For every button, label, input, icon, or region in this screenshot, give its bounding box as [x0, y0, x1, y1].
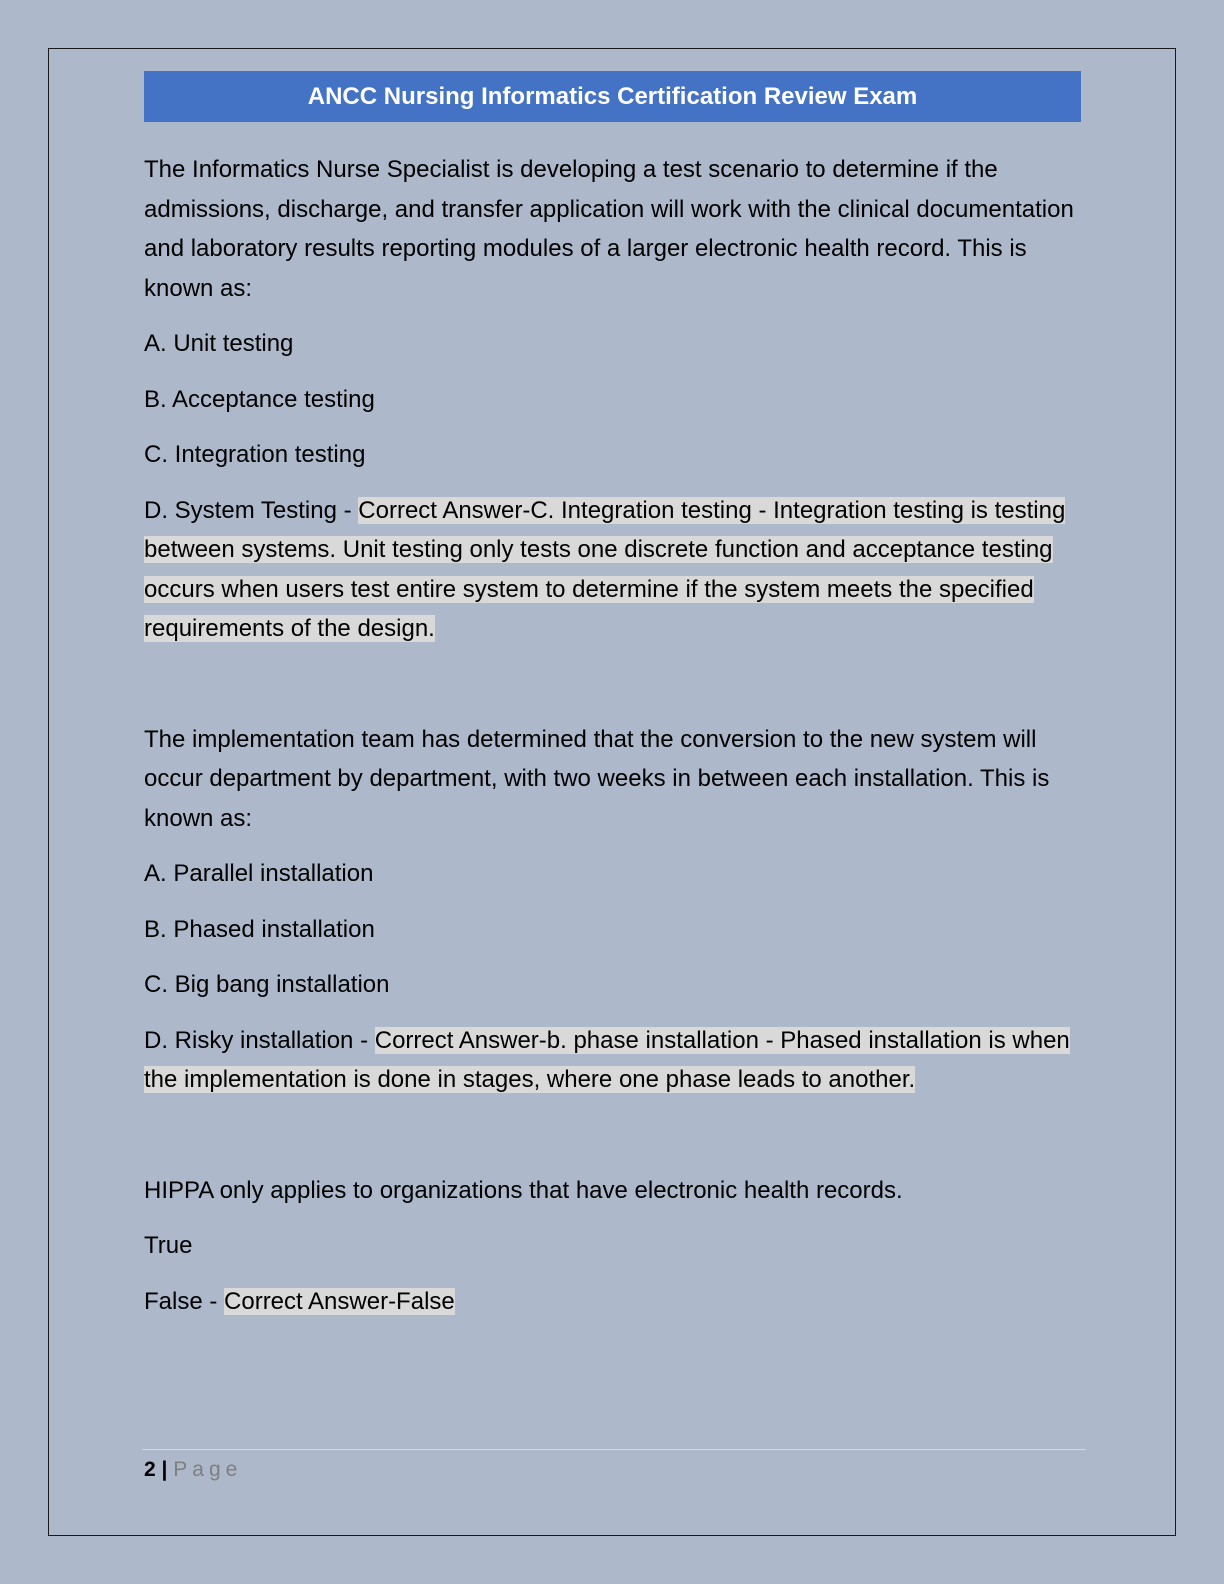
question-stem: HIPPA only applies to organizations that have electronic health records. [144, 1176, 903, 1204]
question-3 [144, 1171, 1074, 1322]
spacer [144, 1116, 1074, 1171]
page-number: 2 [144, 1458, 156, 1481]
footer-separator: | [161, 1458, 168, 1481]
answer-option-d [144, 491, 1074, 649]
header-bar [144, 71, 1081, 122]
correct-answer-explanation: Correct Answer-b. phase installation - Phased installation is when the implementation is done in stages, where one phase leads to another. [144, 1026, 1070, 1093]
footer-divider [142, 1449, 1086, 1450]
answer-option-d [144, 1021, 1074, 1100]
question-2 [144, 720, 1074, 1100]
spacer [144, 665, 1074, 720]
document-title: ANCC Nursing Informatics Certification Review Exam [307, 82, 918, 110]
answer-option-false [144, 1282, 1074, 1322]
option-false-text: False - [144, 1287, 225, 1315]
page-label: Page [173, 1458, 243, 1481]
answer-option-c: C. Integration testing [144, 441, 366, 468]
correct-answer-explanation: Correct Answer-False [224, 1287, 455, 1315]
option-d-text: D. Risky installation - [144, 1026, 375, 1054]
document-body [144, 150, 1074, 1337]
answer-option-true: True [144, 1232, 193, 1259]
question-stem: The Informatics Nurse Specialist is developing a test scenario to determine if the admissions, discharge, and transfer application will work with the clinical documentation and laboratory results reporting modules of a larger electronic health record. This is known as: [144, 156, 1074, 302]
answer-option-a: A. Parallel installation [144, 860, 374, 887]
answer-option-a: A. Unit testing [144, 330, 294, 357]
answer-option-b: B. Phased installation [144, 915, 375, 943]
answer-option-c: C. Big bang installation [144, 971, 390, 998]
option-d-text: D. System Testing - [144, 496, 359, 524]
answer-option-b: B. Acceptance testing [144, 385, 375, 413]
page-footer [144, 1455, 242, 1485]
question-stem: The implementation team has determined that the conversion to the new system will occur department by department, with two weeks in between each installation. This is known as: [144, 725, 1050, 832]
correct-answer-explanation: Correct Answer-C. Integration testing - Integration testing is testing between systems. Unit testing only tests one discrete function and acceptance testing occurs when users test entire system to determine if the system meets the specified requirements of the design. [144, 496, 1066, 642]
question-1 [144, 150, 1074, 649]
